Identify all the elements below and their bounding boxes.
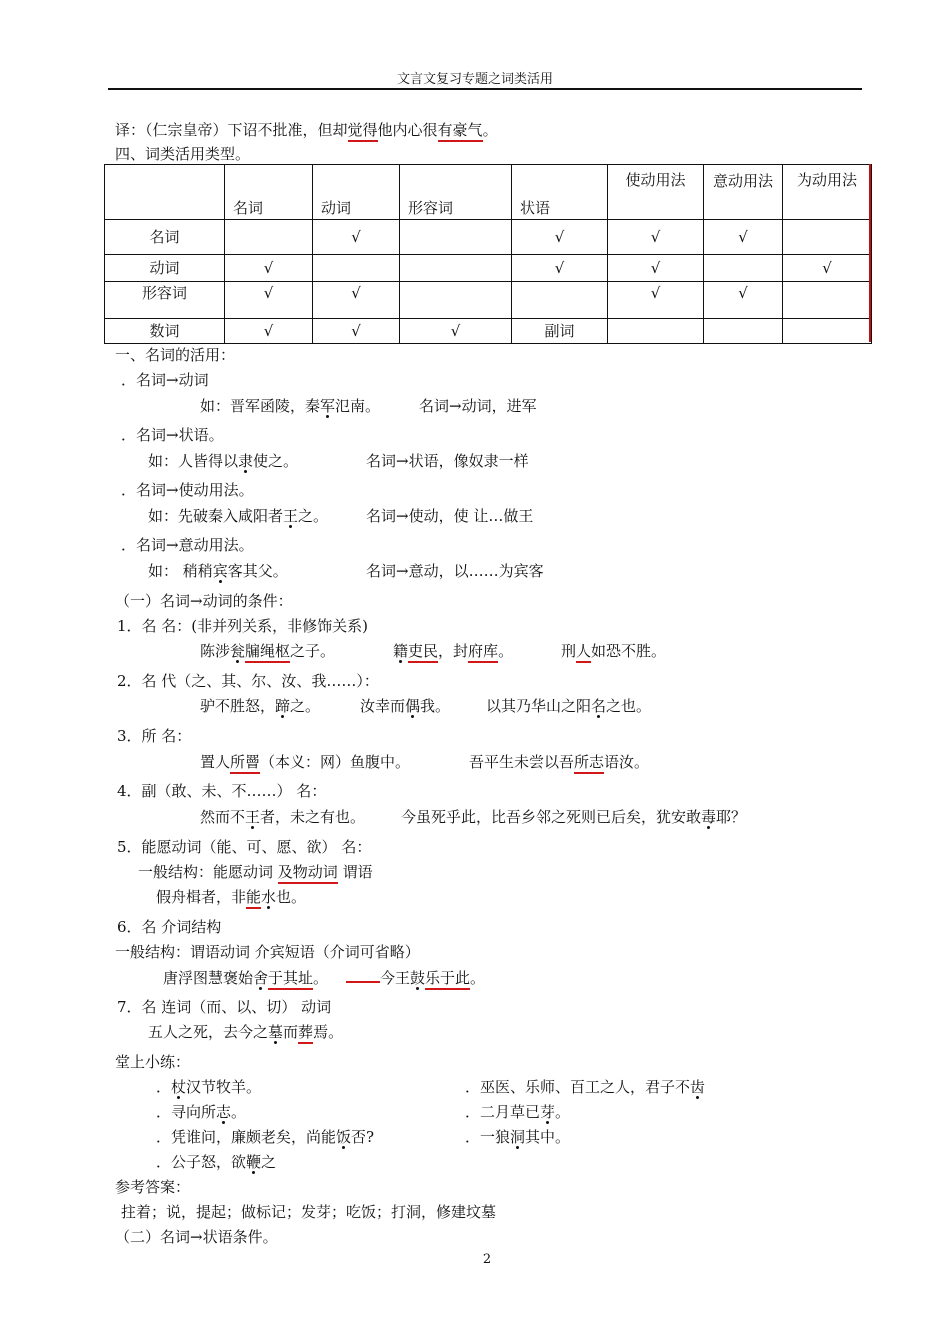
spell-underline: 吏民 [408,642,438,663]
condition-label: 7．名 连词（而、以、切） 动词 [117,998,332,1016]
emphasis-char: 王 [245,808,261,826]
table-row-label: 名词 [105,220,225,255]
example-line: 假舟楫者，非能水也。 [156,887,306,907]
table-header-cell: 状语 [512,165,608,220]
section-heading: 一、名词的活用： [115,346,236,364]
example-line: 吾平生未尝以吾所志语汝。 [469,752,649,772]
condition-label: 1．名 名：(非并列关系，非修饰关系) [117,617,369,635]
table-edge-rule [869,164,871,342]
spell-underline: 于其址 [268,969,313,990]
table-cell: √ [400,319,512,344]
table-cell [400,282,512,319]
emphasis-char: 毒 [701,808,717,826]
practice-item: ．寻向所志。 [156,1103,247,1121]
table-header-cell: 名词 [225,165,313,220]
emphasis-char: 军 [320,397,336,415]
table-cell [225,220,313,255]
table-header-cell: 形容词 [400,165,512,220]
emphasis-char: 杖 [171,1078,187,1096]
table-row-label: 形容词 [105,282,225,319]
emphasis-char: 偶 [405,697,421,715]
emphasis-char: 隶 [238,452,254,470]
table-cell: √ [783,255,872,282]
structure-line: 一般结构：谓语动词 介宾短语（介词可省略） [115,943,420,961]
practice-item: ．凭谁问，廉颇老矣，尚能饭否? [156,1128,375,1146]
subsection-heading: （一）名词→动词的条件： [115,592,293,610]
spell-underline: 所志 [574,753,604,774]
condition-label: 3．所 名： [117,727,192,745]
table-cell [512,282,608,319]
page-header-title: 文言文复习专题之词类活用 [396,72,553,87]
table-cell [313,255,400,282]
table-cell [400,255,512,282]
example-line: 五人之死，去今之墓而葬焉。 [148,1022,343,1042]
example-line: 然而不王者，未之有也。 [200,808,366,826]
table-header-row [105,165,872,220]
condition-label: 5．能愿动词（能、可、愿、欲） 名： [117,838,372,856]
table-cell: √ [225,282,313,319]
table-cell [783,220,872,255]
translation-line: 译：（仁宗皇帝）下诏不批准，但却觉得他内心很有豪气。 [115,120,498,140]
example-note: 名词→状语，像奴隶一样 [366,452,529,470]
emphasis-char: 鞭 [246,1153,262,1171]
example-line: 今虽死乎此，比吾乡邻之死则已后矣，犹安敢毒耶？ [401,808,747,826]
example-line: 陈涉瓮牖绳枢之子。 [200,641,335,661]
table-cell: √ [608,255,704,282]
table-row [105,282,872,319]
table-cell: √ [225,319,313,344]
page-number: 2 [482,1252,492,1267]
subsection-heading: （二）名词→状语条件。 [115,1228,278,1246]
practice-item: ．公子怒，欲鞭之 [156,1153,277,1171]
example-line: 今王鼓乐于此。 [346,968,485,988]
blank-underline [346,980,380,983]
spell-underline: 府库 [468,642,498,663]
table-cell: √ [313,220,400,255]
table-cell [608,319,704,344]
emphasis-char: 舍 [253,969,269,987]
emphasis-char: 洞 [510,1128,526,1146]
table-cell [783,282,872,319]
table-row [105,255,872,282]
emphasis-char: 籍 [393,642,409,660]
table-cell [704,319,783,344]
table-cell: 副词 [512,319,608,344]
structure-line: 一般结构：能愿动词 及物动词 谓语 [138,862,373,882]
condition-label: 4．副（敢、未、不……） 名： [117,782,327,800]
emphasis-char: 鼓 [410,969,426,987]
condition-label: 2．名 代（之、其、尔、汝、我……）： [117,672,379,690]
rule-heading: ．名词→动词 [121,371,209,389]
spell-underline: 乐于此 [425,969,470,990]
header-rule [108,88,862,90]
emphasis-char: 名 [591,697,607,715]
example-line: 置人所罾（本义：网）鱼腹中。 [200,752,410,772]
example-line: 驴不胜怒，蹄之。 [200,697,321,715]
example-line: 刑人如恐不胜。 [561,641,666,661]
spell-underline: 及物动词 [278,863,338,884]
table-cell: √ [704,220,783,255]
table-cell: √ [512,255,608,282]
emphasis-char: 墓 [268,1023,284,1041]
spell-underline: 人 [576,642,591,663]
table-cell: √ [225,255,313,282]
example-line: 籍吏民，封府库。 [393,641,513,661]
rule-heading: ．名词→使动用法。 [121,481,254,499]
practice-heading: 堂上小练： [115,1053,191,1071]
table-header-cell: 为动用法 [783,165,872,220]
emphasis-char: 王 [283,507,299,525]
example-line: 汝幸而偶我。 [360,697,451,715]
practice-item: ．二月草已芽。 [465,1103,571,1121]
spell-underline: 能 [246,888,261,909]
practice-item: ．杖汉节牧羊。 [156,1078,262,1096]
example-line: 唐浮图慧褒始舍于其址。 [163,968,328,988]
emphasis-char: 齿 [690,1078,706,1096]
answers-heading: 参考答案： [115,1178,191,1196]
table-header-cell: 动词 [313,165,400,220]
spell-underline: 所罾 [230,753,260,774]
spell-underline: 觉得 [348,121,378,142]
emphasis-char: 芽 [540,1103,556,1121]
table-header-cell: 使动用法 [608,165,704,220]
table-header-cell [105,165,225,220]
table-cell: √ [313,282,400,319]
table-cell [400,220,512,255]
table-cell [783,319,872,344]
table-row [105,220,872,255]
table-cell [704,255,783,282]
emphasis-char: 蹄 [275,697,291,715]
table-row-label: 数词 [105,319,225,344]
table-cell: √ [512,220,608,255]
table-cell: √ [608,282,704,319]
example-line: 如：晋军函陵，秦军氾南。 [200,397,381,415]
table-row-label: 动词 [105,255,225,282]
rule-heading: ．名词→状语。 [121,426,224,444]
practice-item: ．一狼洞其中。 [465,1128,571,1146]
table-header-cell: 意动用法 [704,165,783,220]
example-note: 名词→意动，以……为宾客 [366,562,544,580]
emphasis-char: 志 [216,1103,232,1121]
word-class-table [104,164,872,344]
table-row [105,319,872,344]
table-cell: √ [313,319,400,344]
example-line: 如：先破秦入咸阳者王之。 [148,507,329,525]
example-line: 如：人皆得以隶使之。 [148,452,299,470]
example-note: 名词→动词，进军 [419,397,537,415]
emphasis-char: 宾 [212,562,228,580]
emphasis-char: 饭 [336,1128,352,1146]
emphasis-char: 瓮 [230,642,246,660]
rule-heading: ．名词→意动用法。 [121,536,254,554]
example-line: 如： 稍稍宾客其父。 [148,562,288,580]
spell-underline: 葬 [298,1023,313,1044]
practice-item: ．巫医、乐师、百工之人，君子不齿 [465,1078,706,1096]
emphasis-char: 水 [261,888,277,906]
table-cell: √ [704,282,783,319]
example-note: 名词→使动，使 让…做王 [366,507,534,525]
example-line: 以其乃华山之阳名之也。 [486,697,652,715]
section-heading: 四、词类活用类型。 [115,145,251,163]
spell-underline: 有豪气 [438,121,483,142]
condition-label: 6．名 介词结构 [117,918,222,936]
table-cell: √ [608,220,704,255]
answers-content: 拄着；说，提起；做标记；发芽；吃饭；打洞，修建坟墓 [121,1203,497,1221]
spell-underline: 牖绳枢 [245,642,290,663]
